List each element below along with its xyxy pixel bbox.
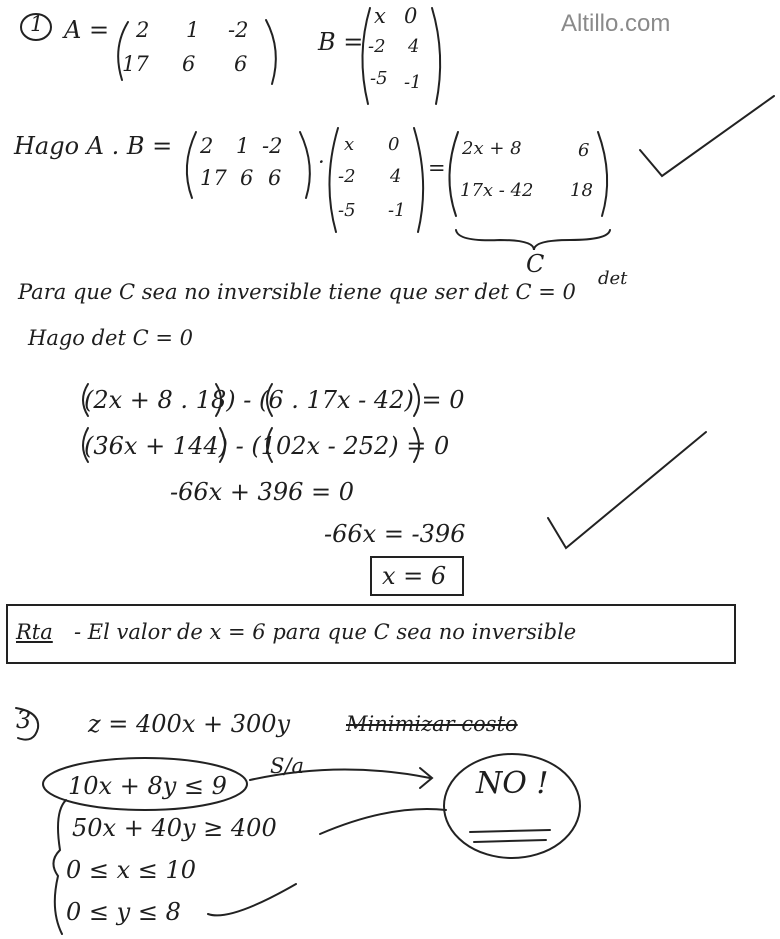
L-r0c2: -2 [262,134,283,158]
B-r2c1: -1 [404,72,422,93]
objective-function: z = 400x + 300y [88,710,291,738]
matrix-A-label: A = [64,16,110,44]
L-r0c0: 2 [200,134,214,158]
product-label: Hago A . B = [14,132,173,160]
hago-det: Hago det C = 0 [28,326,193,350]
subject-to: S/a [270,754,304,778]
answer-text: - El valor de x = 6 para que C sea no inversible [74,620,577,644]
A-r0c2: -2 [228,18,249,42]
step-4: -66x = -396 [324,520,466,548]
problem-1-number: 1 [30,12,44,36]
A-r1c0: 17 [122,52,149,76]
P-r0c0: 2x + 8 [462,138,522,159]
constraint-4: 0 ≤ y ≤ 8 [66,898,181,926]
step-1: (2x + 8 . 18) - (6 . 17x - 42) = 0 [84,386,465,414]
L-r0c1: 1 [236,134,250,158]
B-r0c0: x [374,4,386,28]
B-r0c1: 0 [404,4,418,28]
dot-operator: · [318,150,325,174]
L-r1c1: 6 [240,166,254,190]
P-r1c0: 17x - 42 [460,180,534,201]
L-r1c2: 6 [268,166,282,190]
constraint-2: 50x + 40y ≥ 400 [72,814,277,842]
problem-3-number: 3 [16,706,32,734]
answer-box [6,604,736,664]
B-r1c0: -2 [368,36,386,57]
R-r0c0: x [344,134,355,155]
R-r1c1: 4 [390,166,402,187]
constraint-3: 0 ≤ x ≤ 10 [66,856,197,884]
P-r1c1: 18 [570,180,593,201]
answer-label: Rta [16,620,53,644]
R-r0c1: 0 [388,134,400,155]
B-r2c0: -5 [370,68,388,89]
equals-sign: = [428,156,446,180]
A-r1c2: 6 [234,52,248,76]
result-box [370,556,464,596]
B-r1c1: 4 [408,36,420,57]
statement: Para que C sea no inversible tiene que ser det C = 0 [18,280,576,304]
A-r0c0: 2 [136,18,150,42]
no-note: NO ! [476,766,549,801]
det-superscript: det [598,268,628,289]
R-r2c0: -5 [338,200,356,221]
A-r0c1: 1 [186,18,200,42]
watermark: Altillo.com [561,10,671,37]
step-2: (36x + 144) - (102x - 252) = 0 [84,432,450,460]
step-3: -66x + 396 = 0 [170,478,354,506]
C-label: C [526,250,545,278]
L-r1c0: 17 [200,166,227,190]
result-value: x = 6 [382,562,447,590]
P-r0c1: 6 [578,140,590,161]
constraint-1: 10x + 8y ≤ 9 [68,772,227,800]
R-r1c0: -2 [338,166,356,187]
A-r1c1: 6 [182,52,196,76]
R-r2c1: -1 [388,200,406,221]
matrix-B-label: B = [318,28,364,56]
goal-text: Minimizar costo [346,712,518,736]
